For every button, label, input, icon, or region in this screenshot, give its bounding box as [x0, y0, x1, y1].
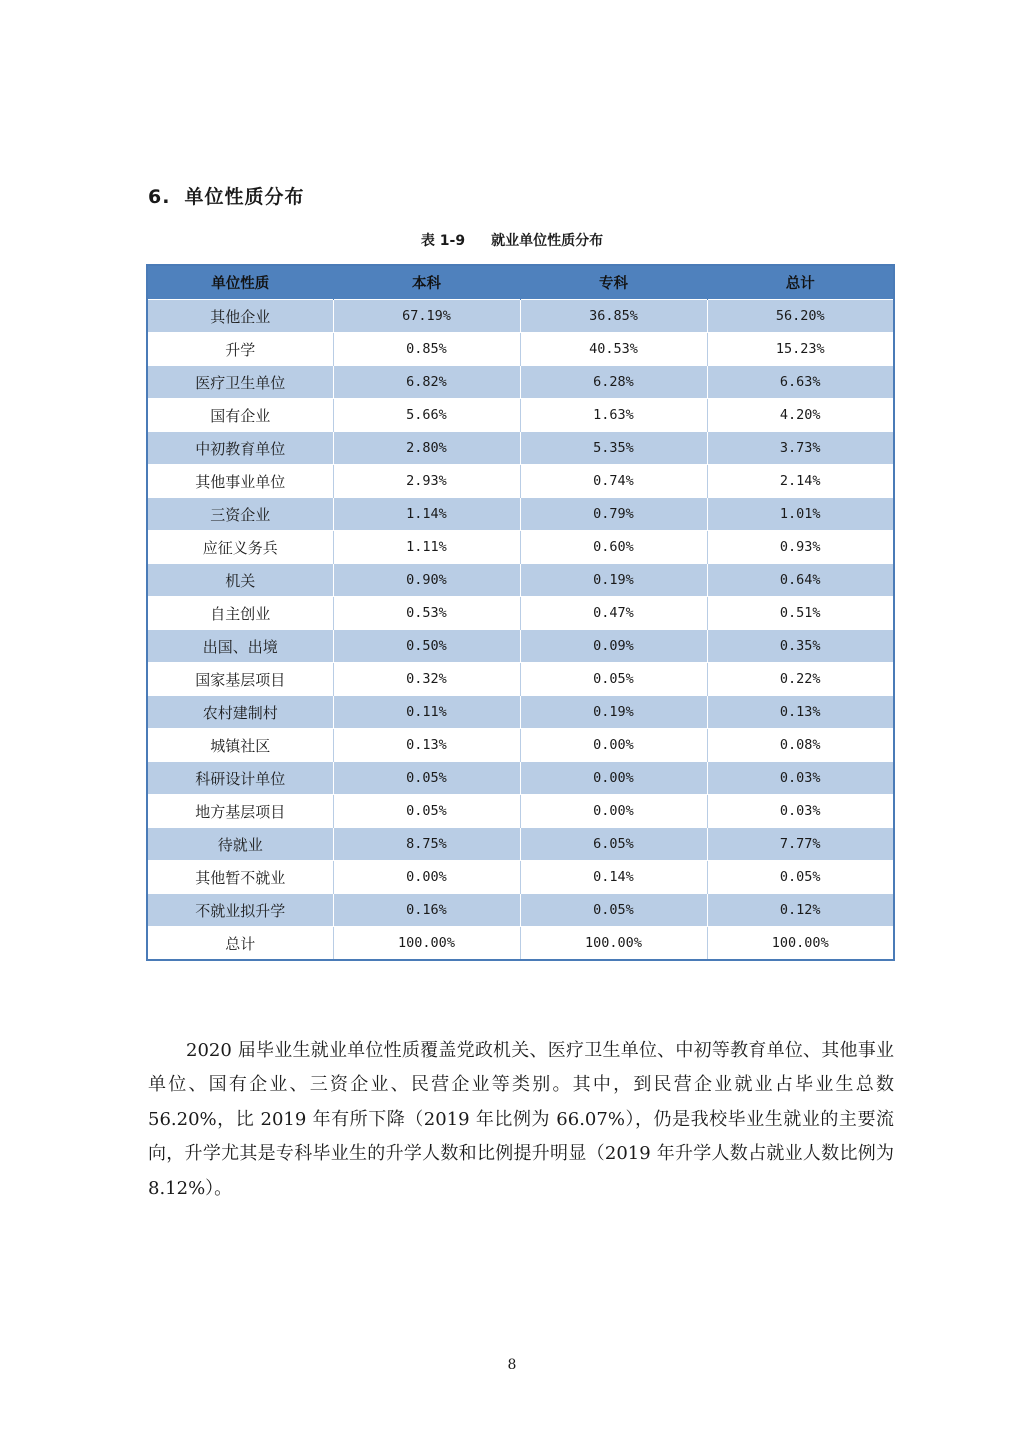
cell-junior-college: 0.19% — [520, 564, 707, 597]
cell-junior-college: 6.28% — [520, 366, 707, 399]
cell-undergraduate: 2.80% — [333, 432, 520, 465]
table-row — [147, 432, 894, 465]
cell-junior-college: 0.00% — [520, 762, 707, 795]
cell-unit-type: 待就业 — [147, 828, 333, 861]
cell-unit-type: 机关 — [147, 564, 333, 597]
table-row — [147, 399, 894, 432]
cell-undergraduate: 2.93% — [333, 465, 520, 498]
table-row — [147, 729, 894, 762]
cell-junior-college: 1.63% — [520, 399, 707, 432]
cell-junior-college: 0.60% — [520, 531, 707, 564]
table-row — [147, 861, 894, 894]
cell-total: 0.12% — [707, 894, 894, 927]
cell-undergraduate: 0.90% — [333, 564, 520, 597]
table-caption-number: 表 1-9 — [420, 233, 466, 249]
header-total: 总计 — [707, 265, 894, 300]
table-row — [147, 828, 894, 861]
cell-unit-type: 国家基层项目 — [147, 663, 333, 696]
cell-unit-type: 出国、出境 — [147, 630, 333, 663]
table-row — [147, 762, 894, 795]
cell-total: 0.03% — [707, 795, 894, 828]
table-caption-title: 就业单位性质分布 — [491, 233, 604, 249]
table-row — [147, 927, 894, 961]
cell-undergraduate: 0.53% — [333, 597, 520, 630]
cell-unit-type: 升学 — [147, 333, 333, 366]
header-unit-type: 单位性质 — [147, 265, 333, 300]
cell-total: 0.51% — [707, 597, 894, 630]
cell-junior-college: 0.05% — [520, 894, 707, 927]
section-title: 单位性质分布 — [184, 186, 305, 208]
cell-junior-college: 0.79% — [520, 498, 707, 531]
table-row — [147, 795, 894, 828]
cell-undergraduate: 6.82% — [333, 366, 520, 399]
cell-junior-college: 0.09% — [520, 630, 707, 663]
cell-total: 2.14% — [707, 465, 894, 498]
cell-total: 0.05% — [707, 861, 894, 894]
cell-undergraduate: 8.75% — [333, 828, 520, 861]
cell-junior-college: 0.19% — [520, 696, 707, 729]
cell-unit-type: 其他暂不就业 — [147, 861, 333, 894]
table-row — [147, 465, 894, 498]
header-undergraduate: 本科 — [333, 265, 520, 300]
cell-undergraduate: 0.05% — [333, 795, 520, 828]
table-row — [147, 300, 894, 333]
cell-unit-type: 三资企业 — [147, 498, 333, 531]
cell-undergraduate: 0.50% — [333, 630, 520, 663]
cell-unit-type: 其他企业 — [147, 300, 333, 333]
cell-undergraduate: 67.19% — [333, 300, 520, 333]
cell-junior-college: 5.35% — [520, 432, 707, 465]
cell-total: 1.01% — [707, 498, 894, 531]
cell-junior-college: 0.05% — [520, 663, 707, 696]
cell-junior-college: 100.00% — [520, 927, 707, 961]
cell-total: 6.63% — [707, 366, 894, 399]
cell-junior-college: 36.85% — [520, 300, 707, 333]
cell-undergraduate: 1.11% — [333, 531, 520, 564]
cell-total: 4.20% — [707, 399, 894, 432]
cell-total: 56.20% — [707, 300, 894, 333]
cell-unit-type: 其他事业单位 — [147, 465, 333, 498]
cell-junior-college: 0.47% — [520, 597, 707, 630]
page-number: 8 — [507, 1357, 517, 1373]
table-row — [147, 366, 894, 399]
cell-total: 100.00% — [707, 927, 894, 961]
cell-unit-type: 农村建制村 — [147, 696, 333, 729]
cell-unit-type: 地方基层项目 — [147, 795, 333, 828]
cell-undergraduate: 0.16% — [333, 894, 520, 927]
table-row — [147, 696, 894, 729]
table-row — [147, 894, 894, 927]
cell-total: 7.77% — [707, 828, 894, 861]
table-row — [147, 597, 894, 630]
section-number: 6. — [148, 186, 171, 208]
table-header-row — [147, 265, 894, 300]
cell-undergraduate: 0.11% — [333, 696, 520, 729]
section-heading — [148, 182, 304, 209]
cell-undergraduate: 0.32% — [333, 663, 520, 696]
table-row — [147, 333, 894, 366]
cell-unit-type: 中初教育单位 — [147, 432, 333, 465]
cell-total: 0.03% — [707, 762, 894, 795]
table-row — [147, 630, 894, 663]
cell-undergraduate: 100.00% — [333, 927, 520, 961]
cell-total: 15.23% — [707, 333, 894, 366]
cell-junior-college: 6.05% — [520, 828, 707, 861]
cell-undergraduate: 0.13% — [333, 729, 520, 762]
body-paragraph: 2020 届毕业生就业单位性质覆盖党政机关、医疗卫生单位、中初等教育单位、其他事业单位、国有企业、三资企业、民营企业等类别。其中，到民营企业就业占毕业生总数 56.20%，比 2019 年有所下降（2019 年比例为 66.07%），仍是我校毕业生就业的主要流向，升学尤其是专科毕业生的升学人数和比例提升明显（2019 年升学人数占就业人数比例为 8.12%）。 — [148, 1040, 894, 1199]
cell-unit-type: 国有企业 — [147, 399, 333, 432]
employment-unit-table — [146, 264, 895, 961]
cell-total: 3.73% — [707, 432, 894, 465]
table-row — [147, 663, 894, 696]
cell-unit-type: 应征义务兵 — [147, 531, 333, 564]
cell-total: 0.64% — [707, 564, 894, 597]
cell-junior-college: 0.00% — [520, 729, 707, 762]
cell-undergraduate: 5.66% — [333, 399, 520, 432]
cell-junior-college: 0.74% — [520, 465, 707, 498]
header-junior-college: 专科 — [520, 265, 707, 300]
cell-undergraduate: 0.85% — [333, 333, 520, 366]
cell-total: 0.22% — [707, 663, 894, 696]
cell-unit-type: 城镇社区 — [147, 729, 333, 762]
cell-total: 0.35% — [707, 630, 894, 663]
cell-total: 0.93% — [707, 531, 894, 564]
cell-unit-type: 医疗卫生单位 — [147, 366, 333, 399]
cell-unit-type: 科研设计单位 — [147, 762, 333, 795]
cell-unit-type: 自主创业 — [147, 597, 333, 630]
cell-junior-college: 0.00% — [520, 795, 707, 828]
cell-total: 0.13% — [707, 696, 894, 729]
cell-junior-college: 40.53% — [520, 333, 707, 366]
table-body — [147, 300, 894, 961]
table-row — [147, 564, 894, 597]
table-caption — [0, 230, 1024, 250]
cell-unit-type: 不就业拟升学 — [147, 894, 333, 927]
cell-undergraduate: 0.05% — [333, 762, 520, 795]
cell-unit-type: 总计 — [147, 927, 333, 961]
cell-undergraduate: 1.14% — [333, 498, 520, 531]
table-row — [147, 531, 894, 564]
cell-total: 0.08% — [707, 729, 894, 762]
cell-junior-college: 0.14% — [520, 861, 707, 894]
cell-undergraduate: 0.00% — [333, 861, 520, 894]
table-row — [147, 498, 894, 531]
